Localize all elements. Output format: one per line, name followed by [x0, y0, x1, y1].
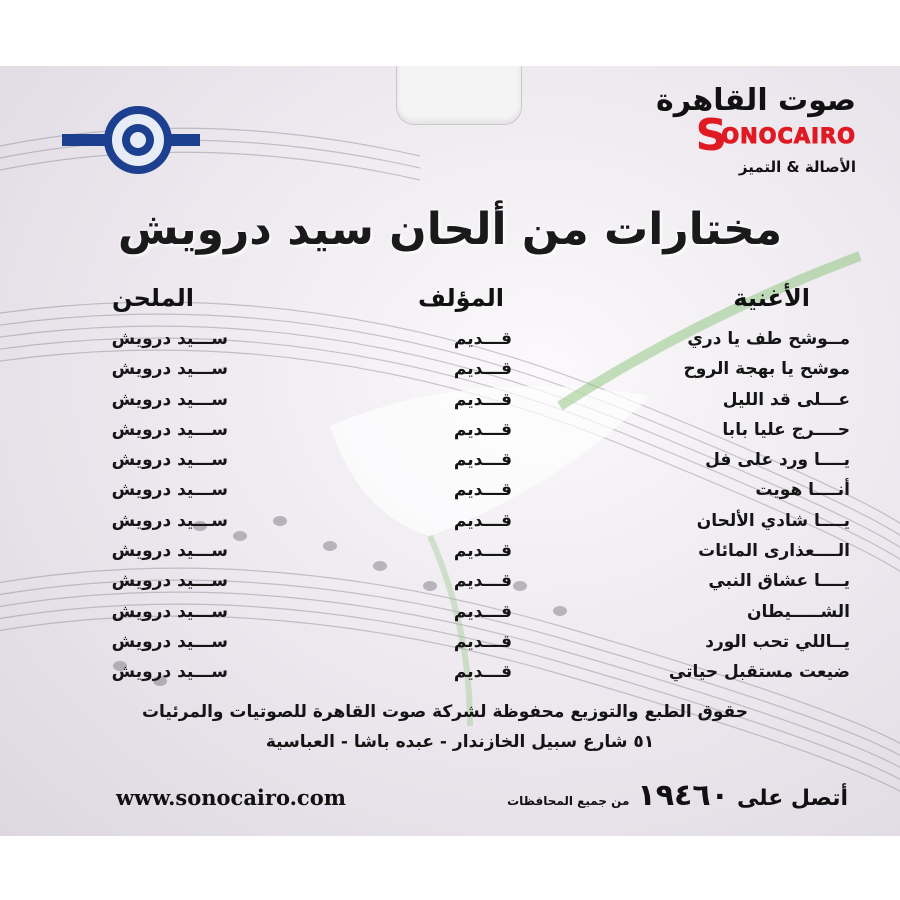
track-composer: ســـيد درويش [111, 541, 228, 562]
track-row [0, 354, 900, 384]
track-composer: ســـيد درويش [111, 480, 228, 501]
track-composer: ســـيد درويش [111, 662, 228, 683]
track-composer: ســـيد درويش [111, 450, 228, 471]
website-link[interactable]: www.sonocairo.com [116, 785, 346, 810]
track-song: الشـــــيطان [747, 601, 850, 622]
track-row [0, 385, 900, 415]
track-song: يــــا شادي الألحان [696, 510, 850, 531]
track-author: قـــديم [453, 450, 512, 471]
track-author: قـــديم [453, 662, 512, 683]
track-song: يــاللي تحب الورد [705, 631, 850, 652]
track-row [0, 324, 900, 354]
track-author: قـــديم [453, 510, 512, 531]
cover-notch [396, 66, 522, 125]
track-row [0, 627, 900, 657]
track-author: قـــديم [453, 419, 512, 440]
sonocairo-brand-logo [656, 84, 856, 176]
track-composer: ســـيد درويش [111, 571, 228, 592]
company-emblem-logo [58, 86, 204, 186]
track-row [0, 445, 900, 475]
track-author: قـــديم [453, 571, 512, 592]
track-composer: ســـيد درويش [111, 601, 228, 622]
brand-arabic-name: صوت القاهرة [656, 83, 856, 118]
track-composer: ســـيد درويش [111, 359, 228, 380]
album-title: مختارات من ألحان سيد درويش [117, 204, 783, 255]
track-song: أنــــا هويت [755, 480, 850, 501]
track-row [0, 475, 900, 505]
track-song: الــــعذارى المائات [698, 541, 850, 562]
track-composer: ســـيد درويش [111, 510, 228, 531]
track-author: قـــديم [453, 601, 512, 622]
track-song: يــــا عشاق النبي [708, 571, 850, 592]
copyright-notice: حقوق الطبع والتوزيع محفوظة لشركة صوت القاهرة للصوتيات والمرئيات [141, 702, 749, 722]
track-author: قـــديم [453, 359, 512, 380]
track-row [0, 415, 900, 445]
track-composer: ســـيد درويش [111, 329, 228, 349]
track-list [0, 324, 900, 688]
track-author: قـــديم [453, 480, 512, 501]
track-song: يــــا ورد على فل [705, 450, 850, 471]
column-header-author: المؤلف [418, 284, 504, 312]
track-composer: ســـيد درويش [111, 631, 228, 652]
track-composer: ســـيد درويش [111, 419, 228, 440]
cd-back-cover [0, 66, 900, 836]
company-address: ٥١ شارع سبيل الخازندار - عبده باشا - العباسية [265, 732, 655, 752]
track-author: قـــديم [453, 389, 512, 410]
track-row [0, 597, 900, 627]
track-author: قـــديم [453, 541, 512, 562]
track-row [0, 566, 900, 596]
track-song: حــــرج عليا بابا [722, 419, 850, 440]
track-row [0, 536, 900, 566]
track-author: قـــديم [453, 631, 512, 652]
track-author: قـــديم [453, 329, 512, 349]
track-composer: ســـيد درويش [111, 389, 228, 410]
column-header-song: الأغنية [733, 284, 810, 312]
column-header-composer: الملحن [112, 284, 195, 312]
hotline-label: أتصل على [736, 786, 848, 811]
brand-latin-name: ONOCAIRO [721, 124, 856, 148]
track-song: ضيعت مستقبل حياتي [668, 662, 850, 683]
track-row [0, 657, 900, 687]
hotline-number: ١٩٤٦٠ [637, 778, 729, 813]
hotline-note: من جميع المحافظات [507, 794, 630, 808]
track-row [0, 506, 900, 536]
brand-tagline: الأصالة & التميز [738, 158, 856, 176]
hotline [507, 778, 848, 813]
brand-initial: S [695, 110, 728, 161]
track-song: عـــلى قد الليل [722, 389, 850, 410]
track-song: مــوشح طف يا دري [687, 329, 850, 349]
track-song: موشح يا بهجة الروح [683, 359, 850, 380]
